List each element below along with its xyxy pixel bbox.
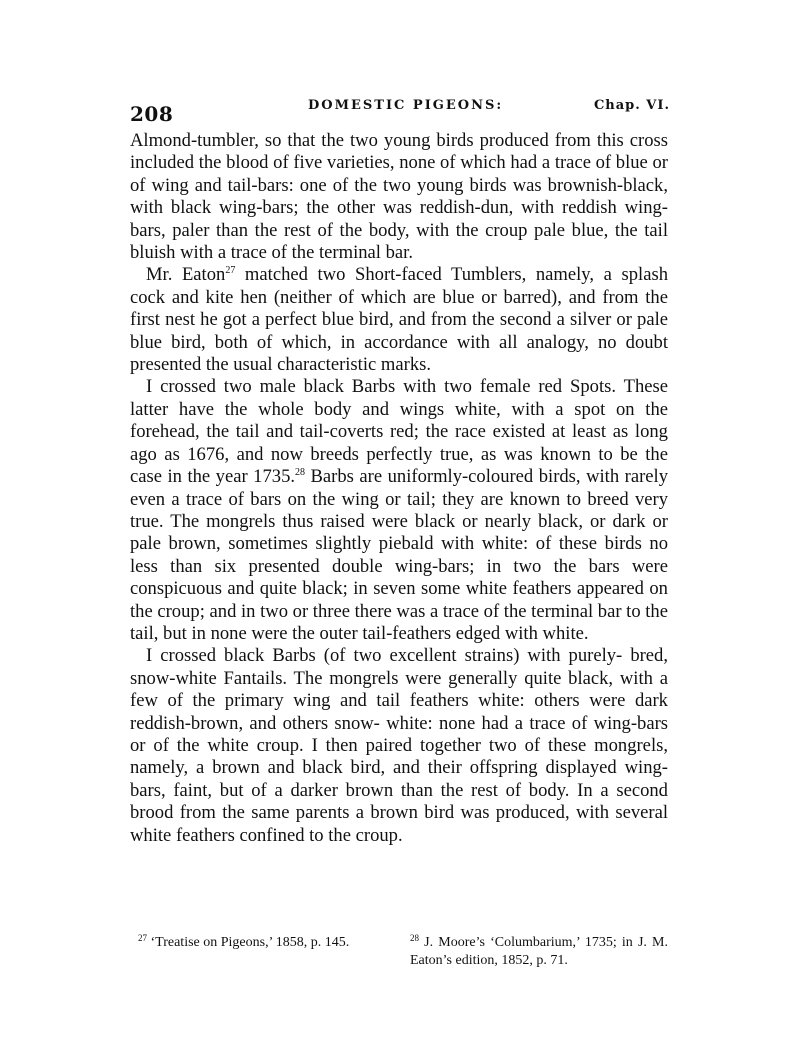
footnote-27 [138,934,390,952]
text-line: white feathers appeared on the croup; and in two or three [130,578,668,622]
page-header [130,92,670,126]
body-text [130,130,668,847]
footnote-text: J. Moore’s ‘Columbarium,’ 1735; in J. M. Eaton’s edition, 1852, p. 71. [410,935,668,968]
text-line: matched two Short-faced Tumblers, namely, a [235,264,612,286]
running-head: DOMESTIC PIGEONS: [308,98,504,113]
text-line: other was reddish-dun, with reddish wing-bars, paler than [130,197,668,241]
footnote-ref-28[interactable]: 28 [295,467,306,479]
footnote-ref-27[interactable]: 27 [225,265,236,277]
text-line: brown and black bird, and their offspring displayed wing- [212,757,668,779]
text-line: Barbs [305,466,354,488]
text-line: mongrels thus raised were black or nearly black, or dark or [206,510,668,532]
text-line: white: none had a trace of wing-bars or of the white croup. [130,712,668,756]
text-line: and from the first nest he got a perfect blue bird, and from the [130,286,668,331]
paragraph-4 [130,645,668,847]
text-line: the bars were conspicuous and quite black; in seven some [130,555,668,600]
text-line: These latter have the whole body and wings white, with a [130,376,668,420]
text-line: spot on the forehead, the tail and tail-coverts red; the race [130,398,669,443]
text-line: were the outer tail-feathers edged with white. [251,622,589,644]
text-line: existed at least as long ago as 1676, and now breeds perfectly [130,421,668,465]
text-line: bred, snow-white Fantails. The mongrels were generally [130,645,668,689]
text-line: are uniformly-coloured birds, with rarely even a trace of bars [130,466,668,510]
text-line: white: others were dark reddish-brown, and others snow- [130,690,668,734]
text-line: birds no less than six presented double wing-bars; in two [130,533,669,577]
paragraph-2 [130,264,668,376]
text-line: pale brown, sometimes slightly piebald with white: of these [130,533,598,555]
page-number: 208 [130,102,174,126]
text-line: I crossed two male black Barbs with two female red Spots. [146,376,617,398]
text-line: Mr. Eaton [146,264,226,286]
text-line: with a trace of the terminal bar. [180,242,413,264]
text-line: with all analogy, no doubt presented the usual characteristic [130,331,669,376]
text-line: the rest of the body, with the croup pale blue, the tail bluish [130,219,668,264]
text-line: I crossed black Barbs (of two excellent strains) with purely- [146,645,623,667]
text-line: marks. [380,354,431,376]
text-line: splash cock and kite hen (neither of which are blue or barred), [130,264,668,308]
paragraph-3 [130,376,668,645]
text-line: second a silver or pale blue bird, both of which, in accordance [130,309,668,353]
text-line: this cross included the blood of five varieties, none of which [130,130,668,174]
footnote-28 [410,934,668,970]
text-line: second brood from the same parents a brown bird was [130,779,668,824]
text-line: true, as was known to be the case in the year 1735. [130,443,668,488]
footnote-marker: 28 [410,933,419,943]
text-line: produced, with several white feathers confined to the croup. [130,802,668,846]
footnote-text: ‘Treatise on Pigeons,’ 1858, p. 145. [147,935,350,950]
text-line: quite black, with a few of the primary wing and tail feathers [130,667,668,712]
paragraph-1 [130,130,668,264]
text-line: Almond-tumbler, so that the two young birds produced from [130,130,591,151]
text-line: on the wing or tail; they are known to breed very true. The [130,488,668,532]
text-line: there was a trace of the terminal bar to the tail, but in none [130,600,668,644]
chapter-label: Chap. VI. [593,98,670,113]
text-line: I then paired together two of these mongrels, namely, a [130,734,668,779]
text-line: bars, faint, but of a darker brown than the rest of body. In a [130,779,609,801]
footnote-marker: 27 [138,933,147,943]
text-line: had a trace of blue or of wing and tail-bars: one of the two [130,152,668,196]
text-line: young birds was brownish-black, with black wing-bars; the [130,174,668,219]
